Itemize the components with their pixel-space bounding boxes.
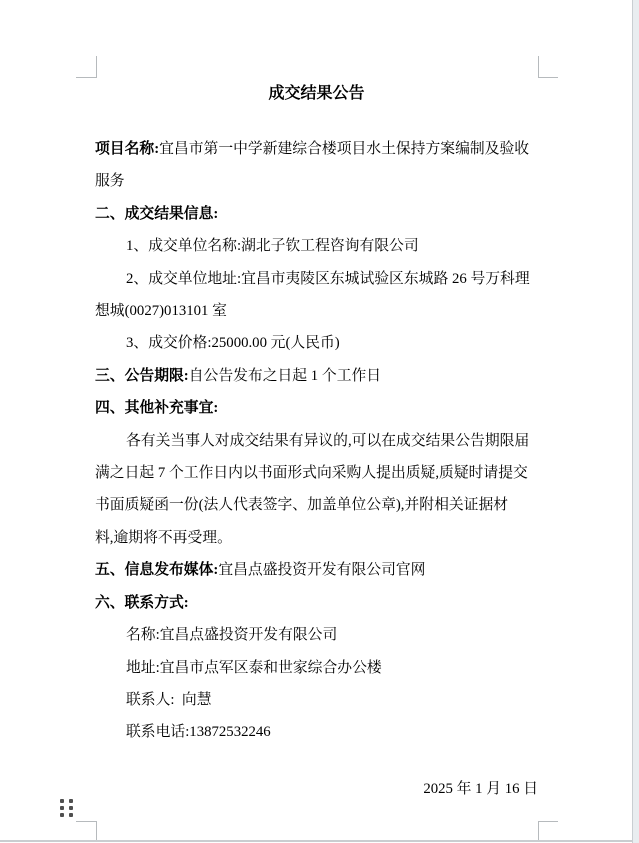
objection-text-4: 料,逾期将不再受理。	[95, 529, 232, 546]
other-matters-heading	[95, 392, 538, 424]
document-date-text: 2025 年 1 月 16 日	[423, 780, 538, 797]
objection-para-line-4	[95, 522, 538, 554]
margin-crop-mark-bottom-right	[538, 821, 558, 840]
drag-dot	[69, 799, 73, 803]
publish-media-label: 五、信息发布媒体:	[95, 562, 219, 579]
supplier-address-wrap-line	[95, 295, 538, 327]
project-name-line	[95, 133, 538, 165]
publish-media-line	[95, 554, 538, 586]
drag-dot	[69, 806, 73, 810]
supplier-address-line	[95, 263, 538, 295]
supplier-name-line	[95, 230, 538, 262]
drag-dot	[60, 799, 64, 803]
contact-person-line	[95, 684, 538, 716]
announcement-period-text: 自公告发布之日起 1 个工作日	[188, 367, 382, 384]
document-title: 成交结果公告	[268, 85, 365, 102]
project-name-wrap-line	[95, 165, 538, 197]
contact-phone-text: 联系电话:13872532246	[126, 724, 271, 741]
objection-para-line-2	[95, 457, 538, 489]
contact-person-text: 联系人: 向慧	[126, 691, 212, 708]
other-matters-heading-text: 四、其他补充事宜:	[95, 400, 219, 417]
supplier-address-text: 2、成交单位地址:宜昌市夷陵区东城试验区东城路 26 号万科理	[126, 270, 530, 287]
drag-dot	[60, 806, 64, 810]
publish-media-text: 宜昌点盛投资开发有限公司官网	[218, 562, 426, 579]
project-name-wrap-text: 服务	[95, 173, 125, 190]
document-date	[95, 773, 538, 805]
drag-handle-icon[interactable]	[60, 799, 73, 817]
project-name-label: 项目名称:	[95, 141, 160, 157]
margin-crop-mark-top-right	[538, 56, 558, 78]
vertical-scrollbar[interactable]	[632, 0, 639, 843]
drag-dot	[69, 813, 73, 817]
announcement-period-line	[95, 360, 538, 392]
contact-name-text: 名称:宜昌点盛投资开发有限公司	[126, 627, 338, 644]
project-name-text: 宜昌市第一中学新建综合楼项目水土保持方案编制及验收	[159, 141, 530, 157]
contact-name-line	[95, 619, 538, 651]
objection-para-line-3	[95, 489, 538, 521]
contact-address-line	[95, 652, 538, 684]
supplier-address-wrap-text: 想城(0027)013101 室	[95, 303, 227, 320]
section-heading-text: 二、成交结果信息:	[95, 205, 219, 222]
transaction-price-text: 3、成交价格:25000.00 元(人民币)	[126, 335, 340, 352]
objection-text-3: 书面质疑函一份(法人代表签字、加盖单位公章),并附相关证据材	[95, 497, 509, 514]
objection-text-1: 各有关当事人对成交结果有异议的,可以在成交结果公告期限届	[126, 432, 530, 449]
section-transaction-result-heading	[95, 198, 538, 230]
document-page	[95, 77, 538, 805]
announcement-period-label: 三、公告期限:	[95, 367, 189, 384]
drag-dot	[60, 813, 64, 817]
window-bottom-edge	[0, 840, 639, 842]
margin-crop-mark-top-left	[76, 56, 97, 78]
contact-section-heading-text: 六、联系方式:	[95, 594, 189, 611]
objection-text-2: 满之日起 7 个工作日内以书面形式向采购人提出质疑,质疑时请提交	[95, 465, 528, 482]
margin-crop-mark-bottom-left	[76, 821, 97, 840]
contact-phone-line	[95, 716, 538, 748]
contact-section-heading	[95, 587, 538, 619]
objection-para-line-1	[95, 425, 538, 457]
supplier-name-text: 1、成交单位名称:湖北子钦工程咨询有限公司	[126, 238, 419, 255]
contact-address-text: 地址:宜昌市点军区泰和世家综合办公楼	[126, 659, 382, 676]
transaction-price-line	[95, 327, 538, 359]
